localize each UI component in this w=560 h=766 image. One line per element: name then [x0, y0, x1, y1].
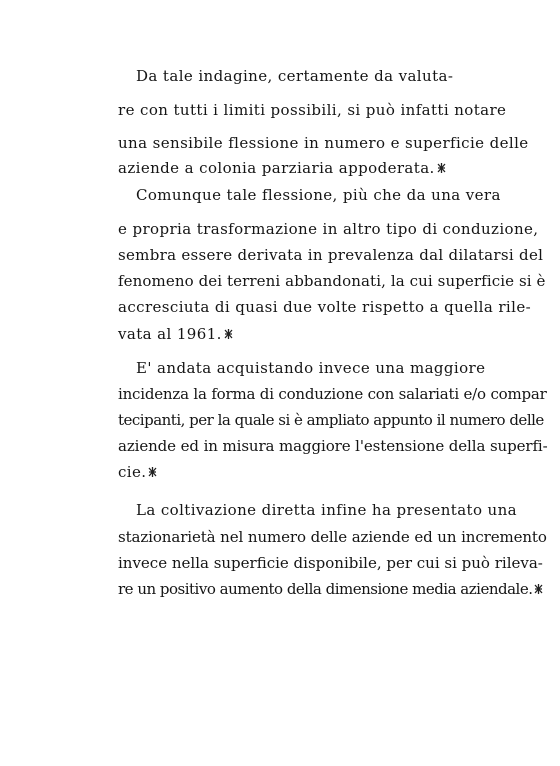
- text-line: aziende a colonia parziaria appoderata.: [118, 159, 435, 177]
- text-line-with-mark: [118, 463, 157, 481]
- text-line: cie.: [118, 463, 147, 481]
- footnote-mark-icon: [437, 162, 446, 174]
- text-line: re un positivo aumento della dimensione media aziendale.: [118, 580, 533, 598]
- text-line: vata al 1961.: [118, 325, 222, 343]
- footnote-mark-icon: [534, 583, 543, 595]
- text-line: La coltivazione diretta infine ha presentato una: [136, 501, 518, 519]
- text-line: incidenza la forma di conduzione con salariati e/o compar: [118, 385, 547, 403]
- text-line: E' andata acquistando invece una maggiore: [136, 359, 486, 377]
- text-line: invece nella superficie disponibile, per cui si può rileva-: [118, 554, 543, 572]
- text-line-with-mark: [118, 325, 233, 343]
- text-line: aziende ed in misura maggiore l'estensione della superfi-: [118, 437, 548, 455]
- text-line: Comunque tale flessione, più che da una vera: [136, 186, 501, 204]
- footnote-mark-icon: [148, 466, 157, 478]
- text-line: accresciuta di quasi due volte rispetto a quella rile-: [118, 298, 532, 316]
- text-line-with-mark: [118, 159, 446, 177]
- text-line: Da tale indagine, certamente da valuta-: [136, 67, 454, 85]
- text-line: fenomeno dei terreni abbandonati, la cui superficie si è: [118, 272, 546, 290]
- footnote-mark-icon: [224, 328, 233, 340]
- text-line: e propria trasformazione in altro tipo di conduzione,: [118, 220, 539, 238]
- text-line: re con tutti i limiti possibili, si può infatti notare: [118, 101, 507, 119]
- text-line: una sensibile flessione in numero e superficie delle: [118, 134, 529, 152]
- text-line: stazionarietà nel numero delle aziende ed un incremento: [118, 528, 547, 546]
- text-line: tecipanti, per la quale si è ampliato appunto il numero delle: [118, 411, 544, 429]
- text-line-with-mark: [118, 580, 543, 598]
- text-line: sembra essere derivata in prevalenza dal dilatarsi del: [118, 246, 544, 264]
